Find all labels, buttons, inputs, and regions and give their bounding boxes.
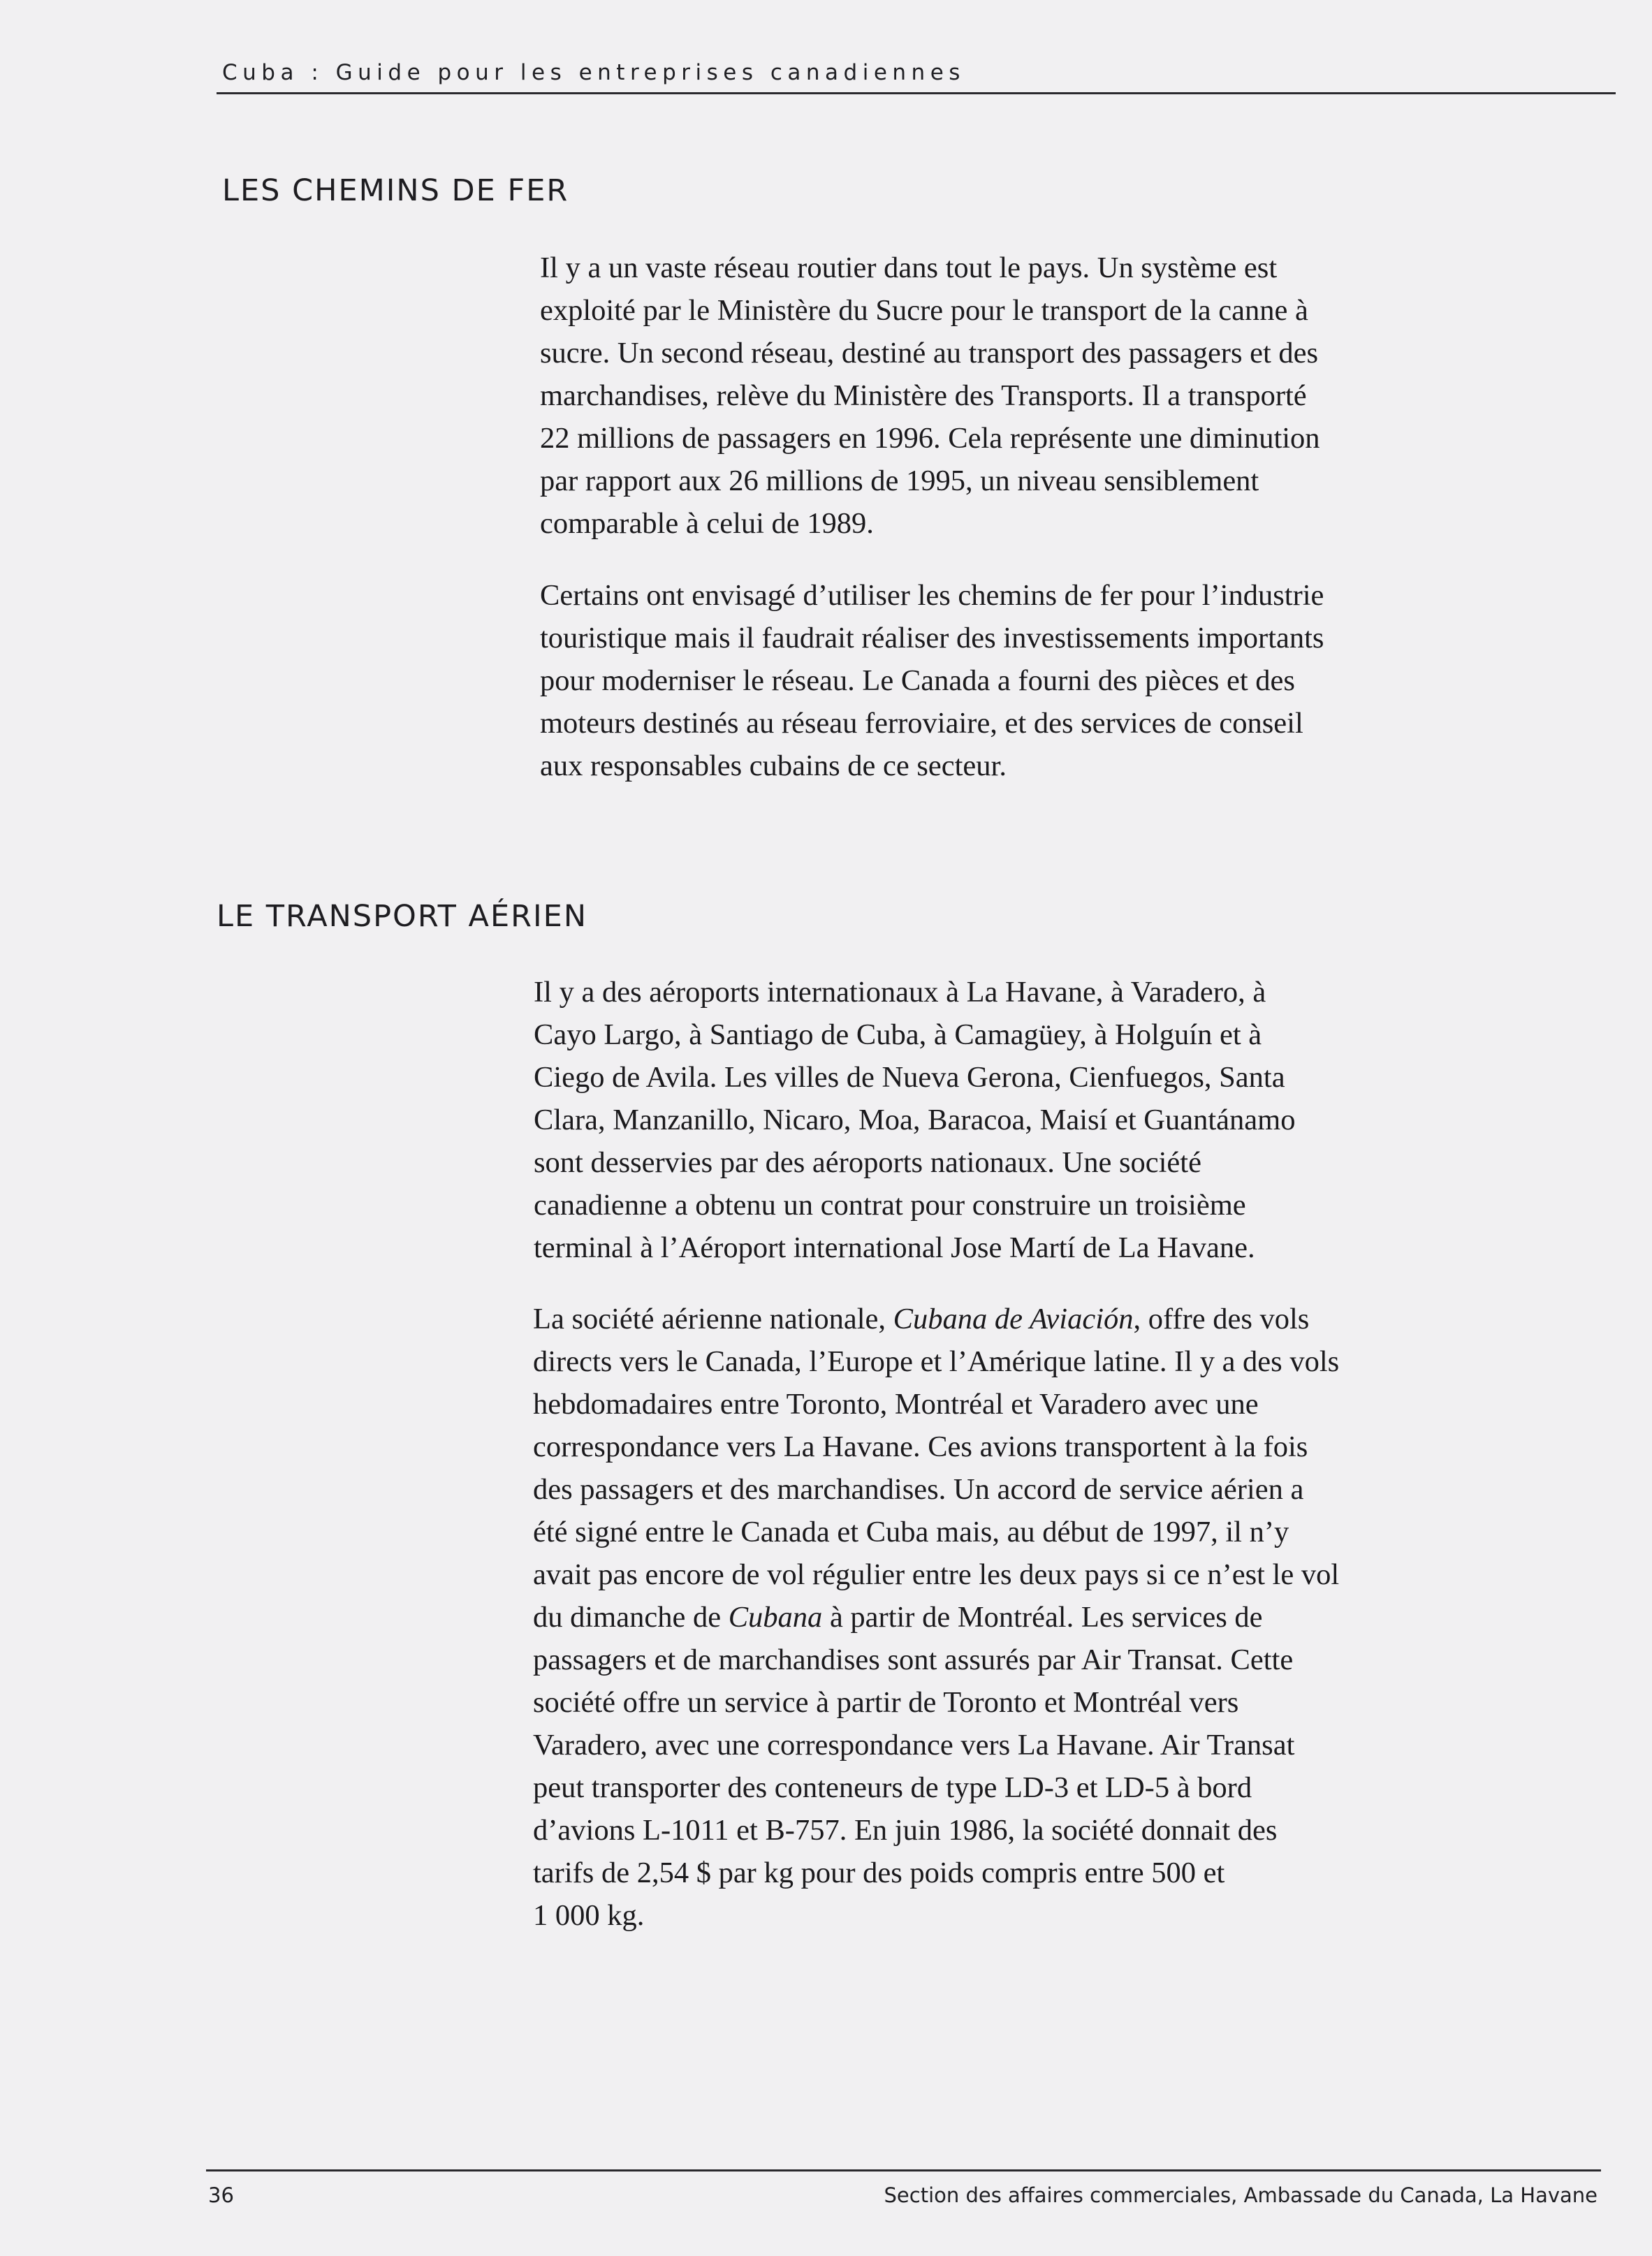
railways-paragraph-1 xyxy=(540,247,1320,545)
text-line: société offre un service à partir de Toronto et Montréal vers xyxy=(533,1686,1239,1719)
airline-name-italic: Cubana de Aviación xyxy=(893,1303,1134,1335)
text-line: avait pas encore de vol régulier entre les deux pays si ce n’est le vol xyxy=(533,1558,1340,1591)
page-number: 36 xyxy=(208,2183,234,2207)
text-line: Cayo Largo, à Santiago de Cuba, à Camagüey, à Holguín et à xyxy=(534,1018,1262,1051)
text-line: touristique mais il faudrait réaliser des investissements importants xyxy=(540,622,1324,654)
text-run: à partir de Montréal. Les services de xyxy=(822,1601,1263,1634)
railways-paragraph-2 xyxy=(540,574,1324,787)
text-line: Varadero, avec une correspondance vers La Havane. Air Transat xyxy=(533,1729,1295,1761)
text-line: moteurs destinés au réseau ferroviaire, et des services de conseil xyxy=(540,707,1303,740)
section-heading-railways: LES CHEMINS DE FER xyxy=(222,173,569,208)
text-line: marchandises, relève du Ministère des Transports. Il a transporté xyxy=(540,379,1307,412)
footer-source: Section des affaires commerciales, Ambassade du Canada, La Havane xyxy=(884,2183,1598,2207)
text-line: Il y a un vaste réseau routier dans tout le pays. Un système est xyxy=(540,251,1278,284)
text-line: aux responsables cubains de ce secteur. xyxy=(540,749,1007,782)
text-line: Ciego de Avila. Les villes de Nueva Gerona, Cienfuegos, Santa xyxy=(534,1061,1285,1094)
text-line: Il y a des aéroports internationaux à La Havane, à Varadero, à xyxy=(534,976,1266,1009)
section-heading-air-transport: LE TRANSPORT AÉRIEN xyxy=(217,899,588,934)
text-line: sont desservies par des aéroports nationaux. Une société xyxy=(534,1146,1201,1179)
text-line xyxy=(533,1298,1339,1340)
air-transport-paragraph-2 xyxy=(533,1298,1339,1937)
text-line: Certains ont envisagé d’utiliser les chemins de fer pour l’industrie xyxy=(540,579,1324,612)
text-line: Clara, Manzanillo, Nicaro, Moa, Baracoa, Maisí et Guantánamo xyxy=(534,1104,1296,1136)
text-run: La société aérienne nationale, xyxy=(533,1303,893,1335)
text-line: terminal à l’Aéroport international Jose Martí de La Havane. xyxy=(534,1231,1255,1264)
text-line: exploité par le Ministère du Sucre pour le transport de la canne à xyxy=(540,294,1308,327)
text-line: d’avions L-1011 et B-757. En juin 1986, la société donnait des xyxy=(533,1814,1278,1847)
header-rule xyxy=(217,92,1616,94)
text-line: peut transporter des conteneurs de type LD-3 et LD-5 à bord xyxy=(533,1771,1252,1804)
text-run: du dimanche de xyxy=(533,1601,729,1634)
text-line: tarifs de 2,54 $ par kg pour des poids compris entre 500 et xyxy=(533,1856,1225,1889)
text-line: par rapport aux 26 millions de 1995, un niveau sensiblement xyxy=(540,464,1259,497)
text-line: directs vers le Canada, l’Europe et l’Amérique latine. Il y a des vols xyxy=(533,1345,1340,1378)
text-line: 1 000 kg. xyxy=(533,1899,645,1932)
airline-name-italic: Cubana xyxy=(728,1601,823,1634)
text-run: , offre des vols xyxy=(1133,1303,1310,1335)
text-line: des passagers et des marchandises. Un accord de service aérien a xyxy=(533,1473,1304,1506)
text-line xyxy=(533,1596,1339,1639)
text-line: comparable à celui de 1989. xyxy=(540,507,874,540)
text-line: été signé entre le Canada et Cuba mais, au début de 1997, il n’y xyxy=(533,1516,1289,1548)
text-line: hebdomadaires entre Toronto, Montréal et Varadero avec une xyxy=(533,1388,1259,1421)
text-line: canadienne a obtenu un contrat pour construire un troisième xyxy=(534,1189,1246,1222)
text-line: pour moderniser le réseau. Le Canada a fourni des pièces et des xyxy=(540,664,1295,697)
running-header-title: Cuba : Guide pour les entreprises canadiennes xyxy=(222,60,965,85)
air-transport-paragraph-1 xyxy=(534,971,1295,1269)
text-line: correspondance vers La Havane. Ces avions transportent à la fois xyxy=(533,1430,1308,1463)
text-line: 22 millions de passagers en 1996. Cela représente une diminution xyxy=(540,422,1320,455)
footer-rule xyxy=(206,2169,1601,2171)
text-line: passagers et de marchandises sont assurés par Air Transat. Cette xyxy=(533,1643,1294,1676)
text-line: sucre. Un second réseau, destiné au transport des passagers et des xyxy=(540,337,1319,369)
